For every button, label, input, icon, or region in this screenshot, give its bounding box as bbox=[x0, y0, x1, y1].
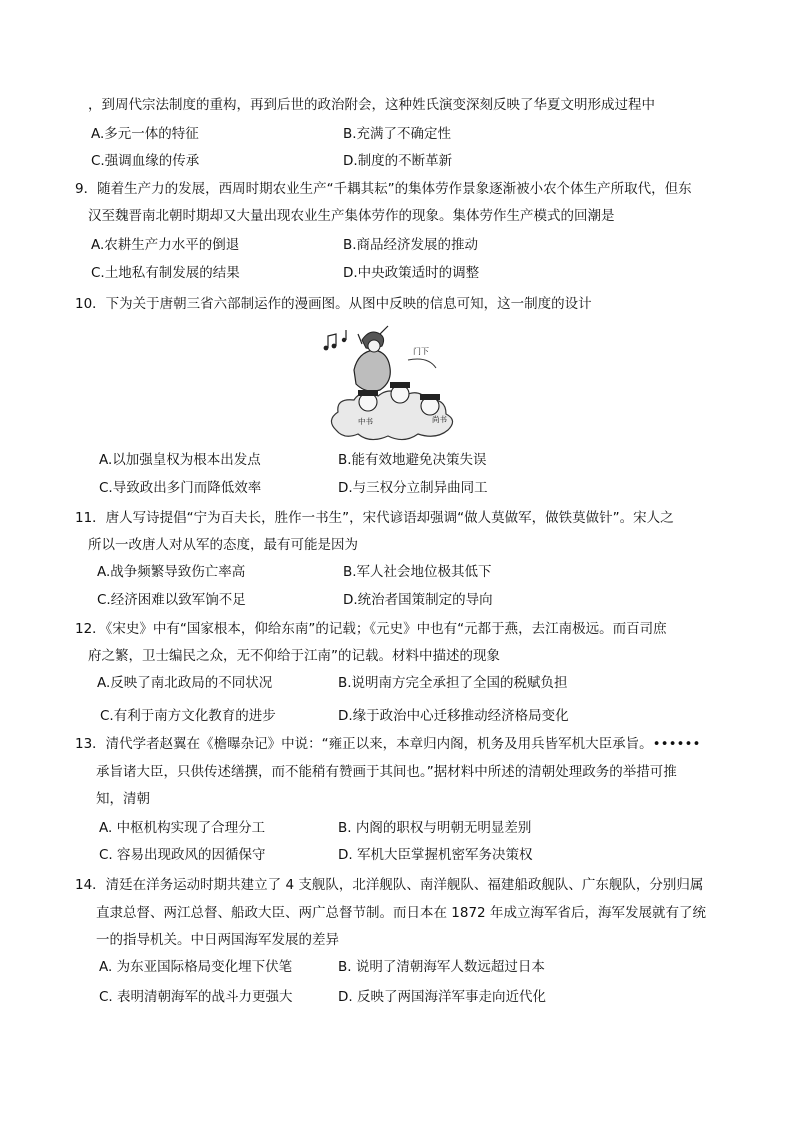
q13-option-c: C. 容易出现政风的因循保守 bbox=[99, 847, 266, 863]
q9-stem-line1: 9．随着生产力的发展，西周时期农业生产“千耦其耘”的集体劳作景象逐渐被小农个体生产所取代，但东 bbox=[75, 181, 692, 197]
q11-option-b: B.军人社会地位极其低下 bbox=[343, 564, 492, 580]
q11-stem-line1: 11．唐人写诗提倡“宁为百夫长，胜作一书生”，宋代谚语却强调“做人莫做军，做铁莫做针”。宋人之 bbox=[75, 510, 674, 526]
q9-option-b: B.商品经济发展的推动 bbox=[343, 237, 479, 253]
q10-option-b: B.能有效地避免决策失误 bbox=[338, 452, 487, 468]
q14-stem-line1: 14．清廷在洋务运动时期共建立了 4 支舰队，北洋舰队、南洋舰队、福建船政舰队、广东舰队，分别归属 bbox=[75, 877, 704, 893]
q12-stem-line2: 府之繁，卫士编民之众，无不仰给于江南”的记载。材料中描述的现象 bbox=[88, 648, 500, 664]
q8-option-d: D.制度的不断革新 bbox=[343, 153, 453, 169]
cartoon-label-zhongshu: 中书 bbox=[358, 417, 373, 426]
q13-stem-line1: 13．清代学者赵翼在《檐曝杂记》中说：“雍正以来，本章归内阁，机务及用兵皆军机大臣承旨。•••••• bbox=[75, 736, 701, 752]
q13-stem-line2: 承旨诸大臣，只供传述缮撰，而不能稍有赞画于其间也。”据材料中所述的清朝处理政务的举措可推 bbox=[96, 764, 677, 780]
q9-option-c: C.土地私有制发展的结果 bbox=[91, 265, 240, 281]
q11-option-a: A.战争频繁导致伤亡率高 bbox=[97, 564, 246, 580]
q12-option-c: C.有利于南方文化教育的进步 bbox=[100, 708, 276, 724]
q14-stem-line2: 直隶总督、两江总督、船政大臣、两广总督节制。而日本在 1872 年成立海军省后，海军发展就有了统 bbox=[96, 905, 706, 921]
q11-option-d: D.统治者国策制定的导向 bbox=[343, 592, 493, 608]
q10-stem: 10．下为关于唐朝三省六部制运作的漫画图。从图中反映的信息可知，这一制度的设计 bbox=[75, 296, 592, 312]
q14-option-b: B. 说明了清朝海军人数远超过日本 bbox=[338, 959, 545, 975]
q9-option-d: D.中央政策适时的调整 bbox=[343, 265, 480, 281]
q13-option-d: D. 军机大臣掌握机密军务决策权 bbox=[338, 847, 533, 863]
q9-option-a: A.农耕生产力水平的倒退 bbox=[91, 237, 240, 253]
q13-stem-line3: 知，清朝 bbox=[96, 791, 150, 807]
q12-stem-line1: 12．《宋史》中有“国家根本，仰给东南”的记载；《元史》中也有“元都于燕，去江南极远。而百司庶 bbox=[75, 621, 667, 637]
q13-option-a: A. 中枢机构实现了合理分工 bbox=[99, 820, 266, 836]
cartoon-label-menxia: 门下 bbox=[413, 347, 429, 356]
q8-option-b: B.充满了不确定性 bbox=[343, 126, 452, 142]
q10-option-d: D.与三权分立制异曲同工 bbox=[338, 480, 488, 496]
q14-stem-line3: 一的指导机关。中日两国海军发展的差异 bbox=[96, 932, 339, 948]
q10-option-c: C.导致政出多门而降低效率 bbox=[99, 480, 262, 496]
q10-option-a: A.以加强皇权为根本出发点 bbox=[99, 452, 261, 468]
cartoon-label-shangshu: 尚书 bbox=[432, 415, 447, 424]
three-departments-cartoon bbox=[318, 320, 468, 446]
q14-option-c: C. 表明清朝海军的战斗力更强大 bbox=[99, 989, 293, 1005]
q9-stem-line2: 汉至魏晋南北朝时期却又大量出现农业生产集体劳作的现象。集体劳作生产模式的回潮是 bbox=[88, 208, 615, 224]
q11-option-c: C.经济困难以致军饷不足 bbox=[97, 592, 246, 608]
q14-option-a: A. 为东亚国际格局变化埋下伏笔 bbox=[99, 959, 293, 975]
q8-stem-tail: ，到周代宗法制度的重构，再到后世的政治附会，这种姓氏演变深刻反映了华夏文明形成过程中 bbox=[88, 97, 655, 113]
q12-option-b: B.说明南方完全承担了全国的税赋负担 bbox=[338, 675, 568, 691]
q14-option-d: D. 反映了两国海洋军事走向近代化 bbox=[338, 989, 546, 1005]
q8-option-c: C.强调血缘的传承 bbox=[91, 153, 200, 169]
q12-option-d: D.缘于政治中心迁移推动经济格局变化 bbox=[338, 708, 569, 724]
q11-stem-line2: 所以一改唐人对从军的态度，最有可能是因为 bbox=[88, 537, 358, 553]
q8-option-a: A.多元一体的特征 bbox=[91, 126, 199, 142]
q12-option-a: A.反映了南北政局的不同状况 bbox=[97, 675, 273, 691]
q13-option-b: B. 内阁的职权与明朝无明显差别 bbox=[338, 820, 532, 836]
